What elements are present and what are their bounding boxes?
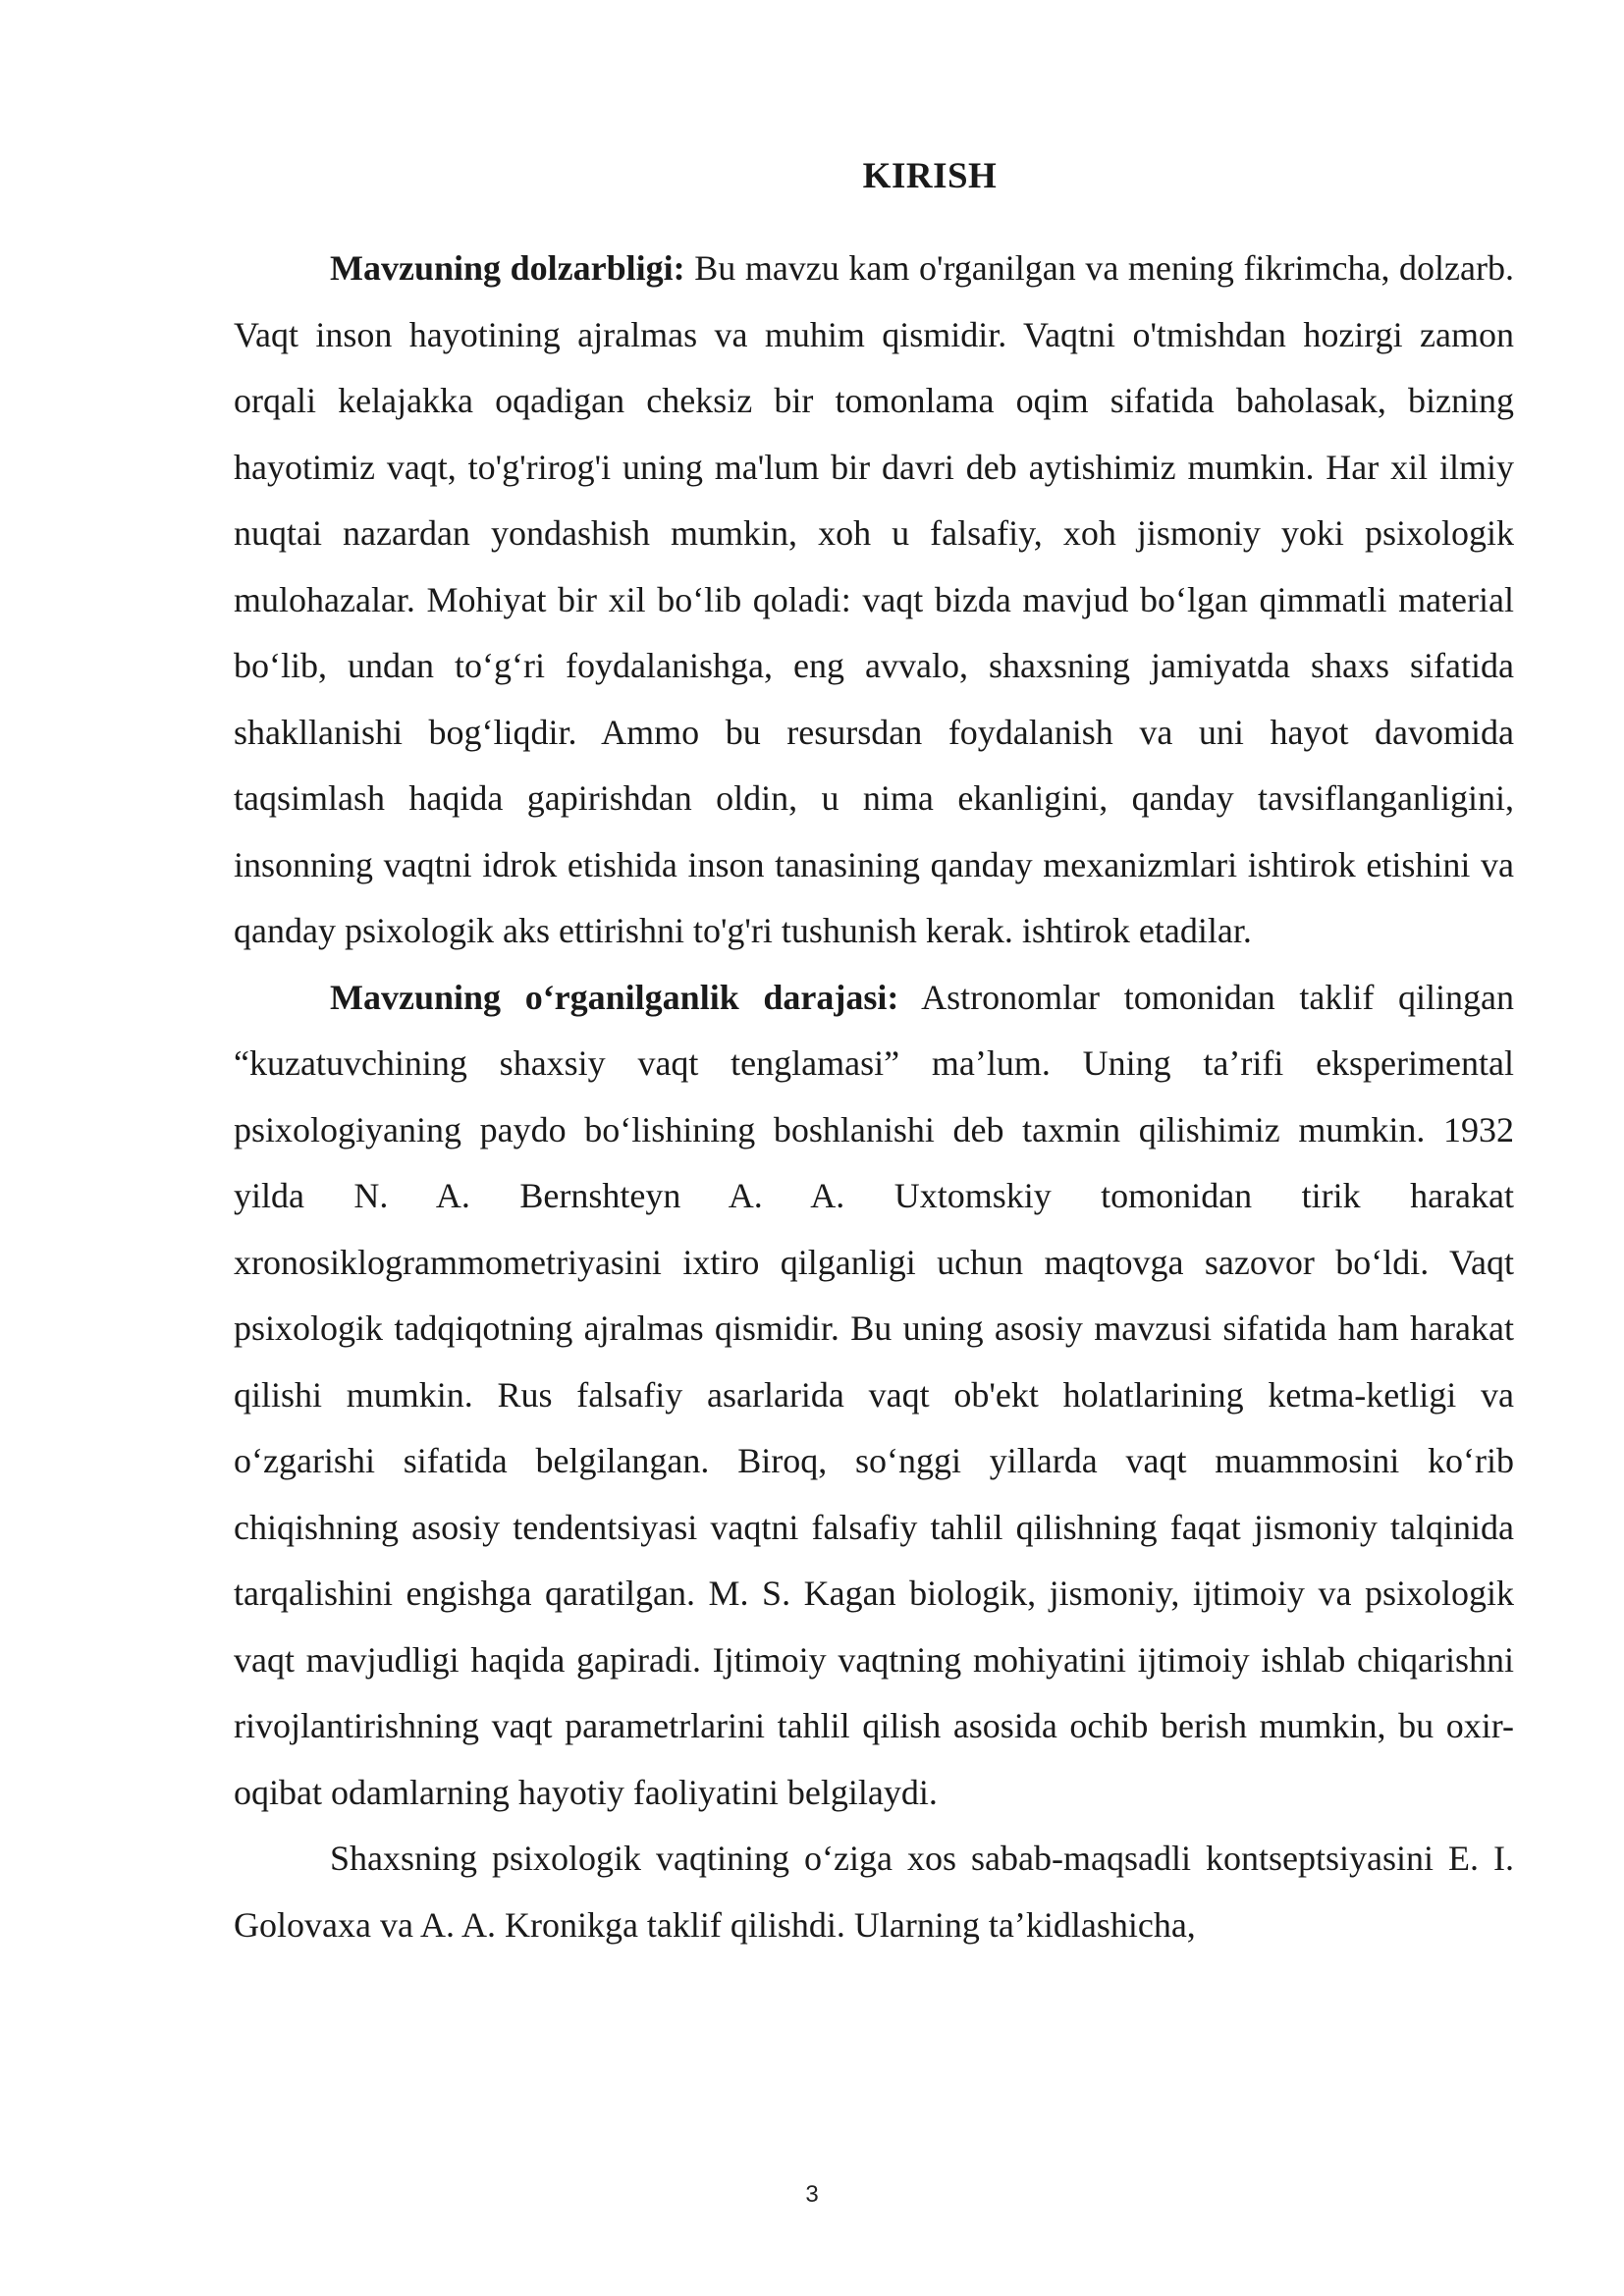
paragraph-text: Astronomlar tomonidan taklif qilingan “kuzatuvchining shaxsiy vaqt tenglamasi” maʼlum. Uning taʼrifi eksperimental psixologiyaning paydo boʻlishining boshlanishi deb taxmin qilishimiz mumkin. 1932 yilda N. A. Bernshteyn A. A. Uxtomskiy tomonidan tirik harakat xronosiklogrammometriyasini ixtiro qilganligi uchun maqtovga sazovor boʻldi. Vaqt psixologik tadqiqotning ajralmas qismidir. Bu uning asosiy mavzusi sifatida ham harakat qilishi mumkin. Rus falsafiy asarlarida vaqt ob'ekt holatlarining ketma-ketligi va oʻzgarishi sifatida belgilangan. Biroq, soʻnggi yillarda vaqt muammosini koʻrib chiqishning asosiy tendentsiyasi vaqtni falsafiy tahlil qilishning faqat jismoniy talqinida tarqalishini engishga qaratilgan. M. S. Kagan biologik, jismoniy, ijtimoiy va psixologik vaqt mavjudligi haqida gapiradi. Ijtimoiy vaqtning mohiyatini ijtimoiy ishlab chiqarishni rivojlantirishning vaqt parametrlarini tahlil qilish asosida ochib berish mumkin, bu oxir-oqibat odamlarning hayotiy faoliyatini belgilaydi. (234, 977, 1514, 1812)
page-number: 3 (805, 2181, 819, 2208)
body-text (234, 236, 1514, 1958)
paragraph-concept (234, 1826, 1514, 1958)
section-heading (0, 155, 1624, 197)
paragraph-study-level (234, 965, 1514, 1827)
paragraph-lead: Mavzuning dolzarbligi: (330, 248, 685, 288)
paragraph-lead: Mavzuning oʻrganilganlik darajasi: (330, 977, 899, 1017)
section-heading-text: KIRISH (862, 156, 998, 196)
paragraph-text: Shaxsning psixologik vaqtining oʻziga xos sabab-maqsadli kontseptsiyasini E. I. Golovaxa va A. A. Kronikga taklif qilishdi. Ularning taʼkidlashicha, (234, 1839, 1514, 1945)
paragraph-text: Bu mavzu kam o'rganilgan va mening fikrimcha, dolzarb. Vaqt inson hayotining ajralmas va muhim qismidir. Vaqtni o'tmishdan hozirgi zamon orqali kelajakka oqadigan cheksiz bir tomonlama oqim sifatida baholasak, bizning hayotimiz vaqt, to'g'rirog'i uning ma'lum bir davri deb aytishimiz mumkin. Har xil ilmiy nuqtai nazardan yondashish mumkin, xoh u falsafiy, xoh jismoniy yoki psixologik mulohazalar. Mohiyat bir xil boʻlib qoladi: vaqt bizda mavjud boʻlgan qimmatli material boʻlib, undan toʻgʻri foydalanishga, eng avvalo, shaxsning jamiyatda shaxs sifatida shakllanishi bogʻliqdir. Ammo bu resursdan foydalanish va uni hayot davomida taqsimlash haqida gapirishdan oldin, u nima ekanligini, qanday tavsiflanganligini, insonning vaqtni idrok etishida inson tanasining qanday mexanizmlari ishtirok etishini va qanday psixologik aks ettirishni to'g'ri tushunish kerak. ishtirok etadilar. (234, 248, 1514, 950)
paragraph-relevance (234, 236, 1514, 965)
